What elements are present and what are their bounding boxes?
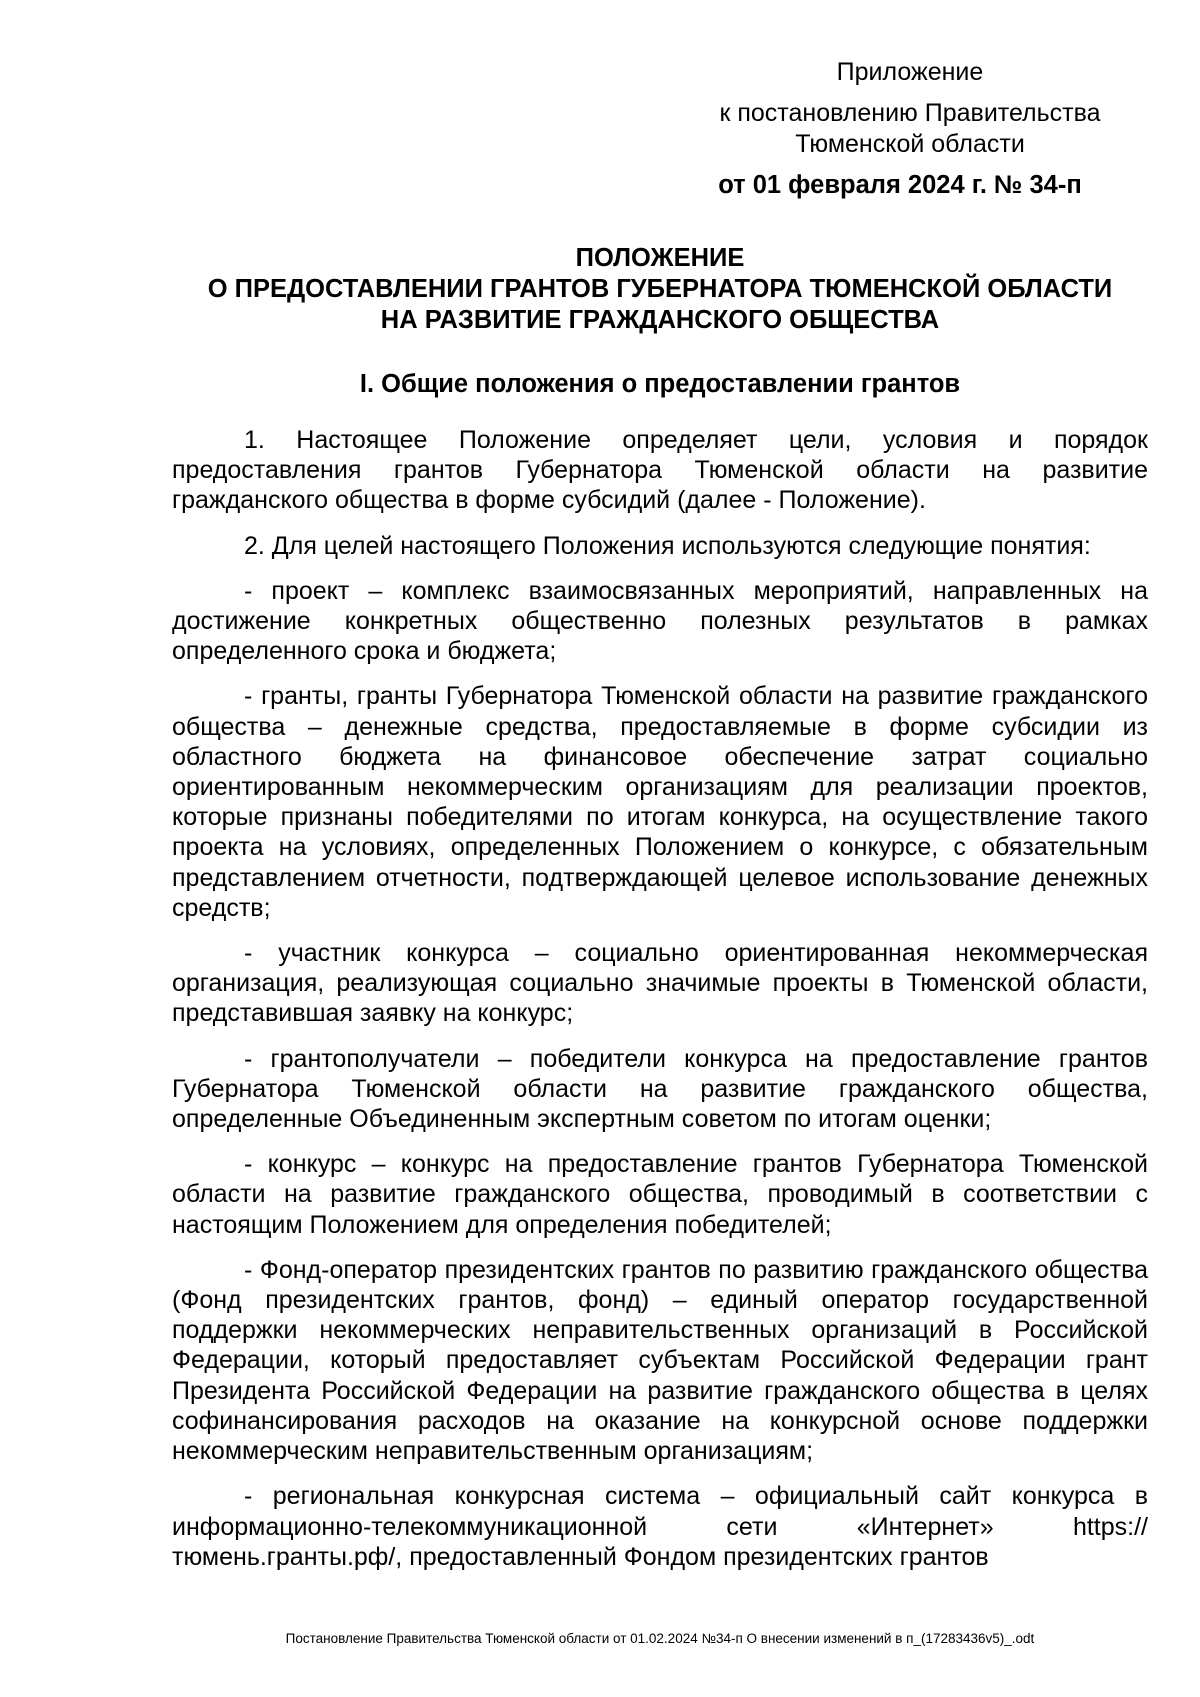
paragraph: - конкурс – конкурс на предоставление грантов Губернатора Тюменской области на развитие гражданского общества, проводимый в соответствии с настоящим Положением для определения победителей; [172,1150,1148,1239]
document-title-line2: О ПРЕДОСТАВЛЕНИИ ГРАНТОВ ГУБЕРНАТОРА ТЮМЕНСКОЙ ОБЛАСТИ [207,275,1113,303]
appendix-reference-line1: к постановлению Правительства [719,99,1101,127]
page-footer: Постановление Правительства Тюменской области от 01.02.2024 №34-п О внесении изменений в п_(17283436v5)_.odt [285,1631,1035,1646]
paragraph: - Фонд-оператор президентских грантов по развитию гражданского общества (Фонд президентских грантов, фонд) – единый оператор государственной поддержки некоммерческих неправительственных организаций в Российской Федерации, который предоставляет субъектам Российской Федерации грант Президента Российской Федерации на развитие гражданского общества в целях софинансирования расходов на оказание на конкурсной основе поддержки некоммерческим неправительственным организациям; [172,1255,1148,1466]
appendix-reference-line2: Тюменской области [795,130,1025,158]
section-title: I. Общие положения о предоставлении грантов [359,370,961,398]
document-title-line3: НА РАЗВИТИЕ ГРАЖДАНСКОГО ОБЩЕСТВА [380,306,940,334]
document-body [172,425,1148,1587]
document-title-line1: ПОЛОЖЕНИЕ [575,244,745,272]
appendix-date: от 01 февраля 2024 г. № 34-п [718,171,1082,199]
paragraph: - участник конкурса – социально ориентированная некоммерческая организация, реализующая социально значимые проекты в Тюменской области, представившая заявку на конкурс; [172,939,1148,1028]
paragraph: - региональная конкурсная система – официальный сайт конкурса в информационно-телекоммуникационной сети «Интернет» https://тюмень.гранты.рф/, предоставленный Фондом президентских грантов [172,1482,1148,1571]
appendix-title: Приложение [836,58,984,86]
paragraph: - грантополучатели – победители конкурса на предоставление грантов Губернатора Тюменской области на развитие гражданского общества, определенные Объединенным экспертным советом по итогам оценки; [172,1044,1148,1134]
paragraph: - проект – комплекс взаимосвязанных мероприятий, направленных на достижение конкретных общественно полезных результатов в рамках определенного срока и бюджета; [172,576,1148,666]
appendix-reference [700,98,1120,160]
paragraph: 2. Для целей настоящего Положения используются следующие понятия: [244,531,1091,560]
document-title [100,243,1200,336]
paragraph: - гранты, гранты Губернатора Тюменской области на развитие гражданского общества – денежные средства, предоставляемые в форме субсидии из областного бюджета на финансовое обеспечение затрат социально ориентированным некоммерческим организациям для реализации проектов, которые признаны победителями по итогам конкурса, на осуществление такого проекта на условиях, определенных Положением о конкурсе, с обязательным представлением отчетности, подтверждающей целевое использование денежных средств; [172,682,1148,922]
paragraph: 1. Настоящее Положение определяет цели, условия и порядок предоставления грантов Губернатора Тюменской области на развитие гражданского общества в форме субсидий (далее - Положение). [172,426,1148,515]
